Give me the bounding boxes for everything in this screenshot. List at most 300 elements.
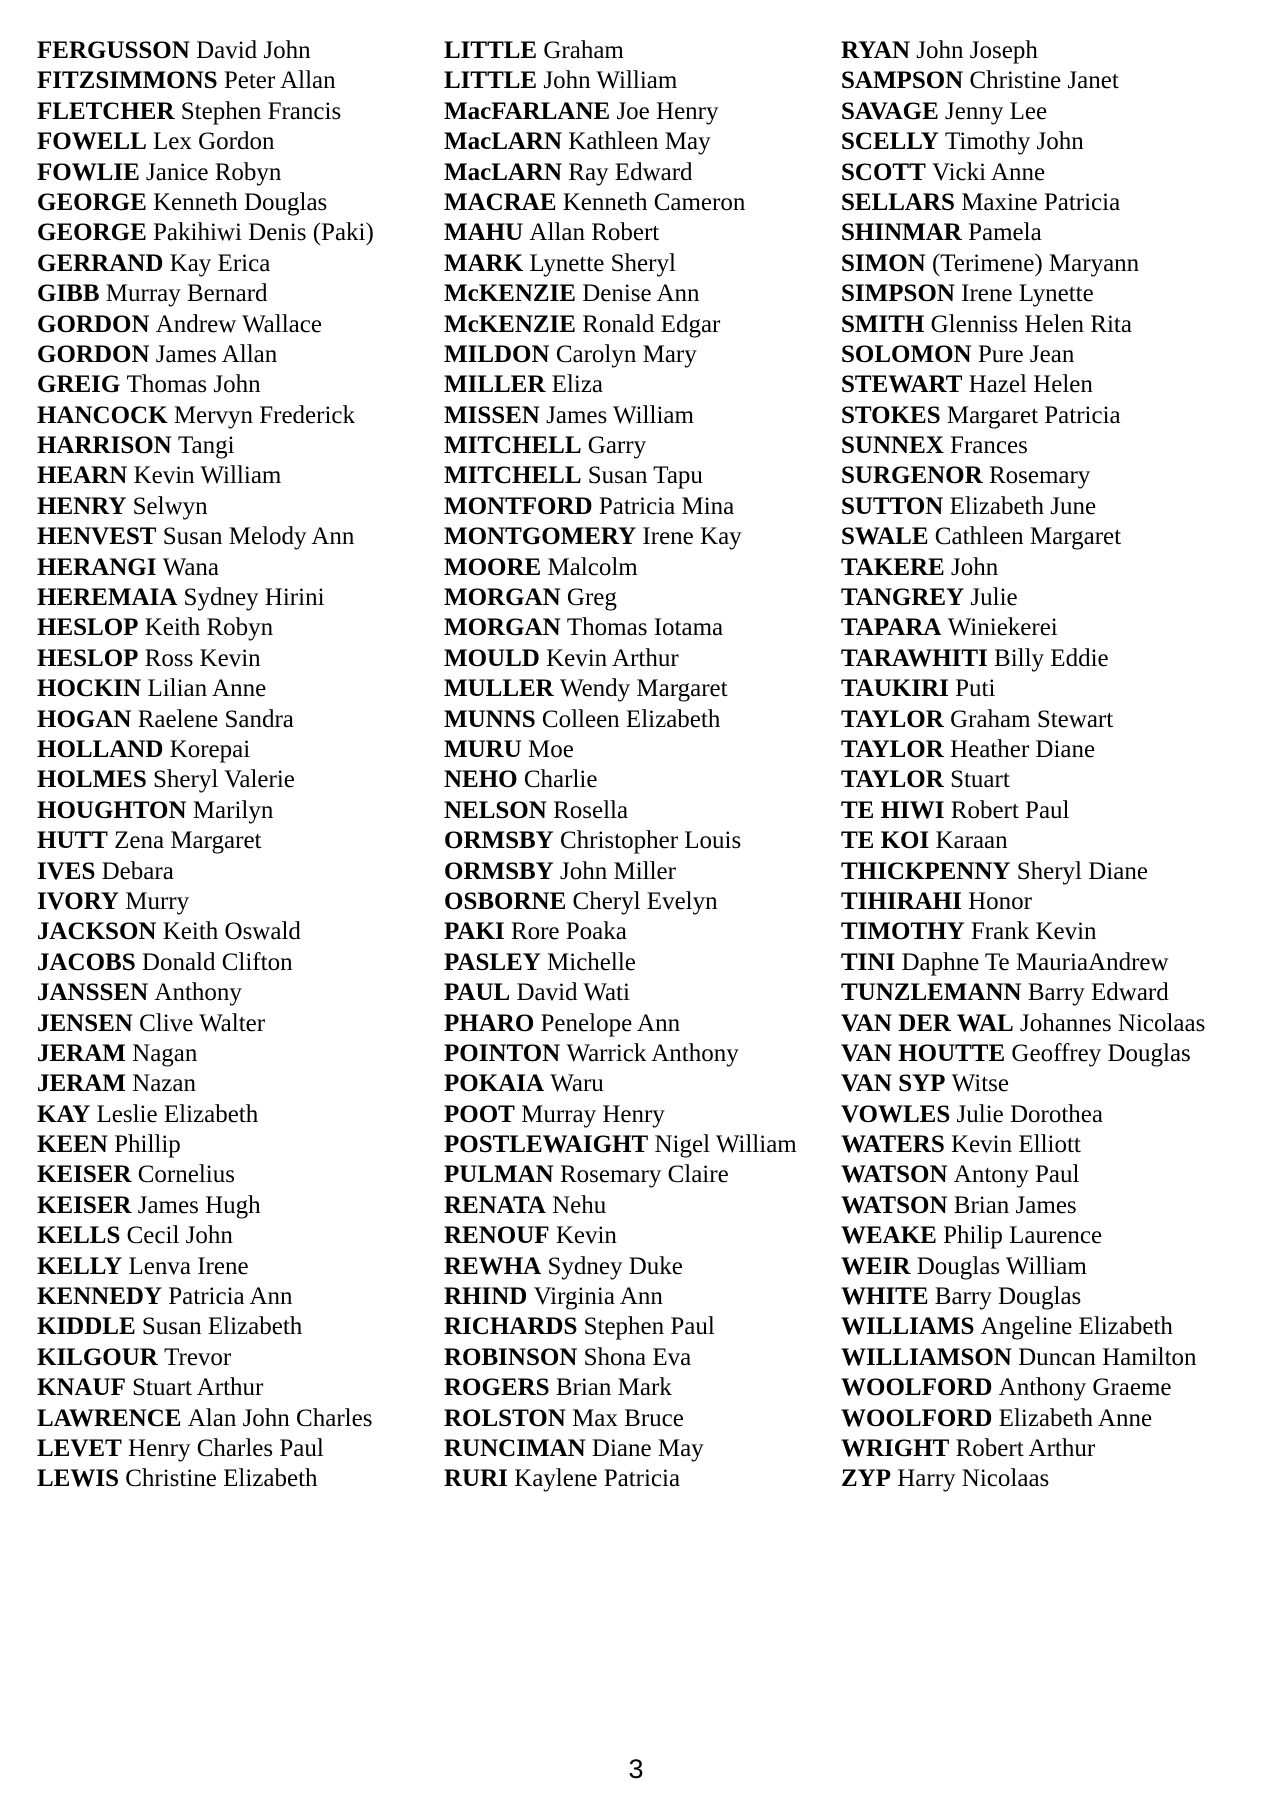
- surname: ROGERS: [444, 1374, 550, 1402]
- given-names: Charlie: [517, 766, 598, 794]
- given-names: Julie Dorothea: [950, 1100, 1103, 1128]
- name-entry: [37, 1069, 437, 1099]
- name-entry: [841, 36, 1266, 66]
- name-entry: [444, 218, 836, 248]
- given-names: Geoffrey Douglas: [1005, 1039, 1191, 1067]
- name-column-1: [37, 36, 437, 1495]
- surname: KILGOUR: [37, 1343, 158, 1371]
- surname: PASLEY: [444, 948, 541, 976]
- given-names: Virginia Ann: [527, 1283, 663, 1311]
- given-names: Anthony: [148, 979, 242, 1007]
- name-entry: [37, 340, 437, 370]
- name-entry: [444, 917, 836, 947]
- name-entry: [841, 917, 1266, 947]
- name-column-3: [841, 36, 1266, 1495]
- surname: KEISER: [37, 1161, 132, 1189]
- given-names: Rosemary: [982, 462, 1091, 490]
- name-entry: [841, 1373, 1266, 1403]
- name-entry: [37, 1130, 437, 1160]
- name-entry: [841, 492, 1266, 522]
- surname: HANCOCK: [37, 401, 168, 429]
- given-names: Alan John Charles: [181, 1404, 373, 1432]
- name-entry: [37, 310, 437, 340]
- given-names: Frank Kevin: [964, 918, 1097, 946]
- surname: VAN DER WAL: [841, 1009, 1014, 1037]
- surname: MOULD: [444, 644, 540, 672]
- name-entry: [841, 1130, 1266, 1160]
- surname: RENATA: [444, 1191, 546, 1219]
- given-names: Philip Laurence: [936, 1222, 1103, 1250]
- given-names: Irene Kay: [636, 523, 742, 551]
- given-names: Maxine Patricia: [954, 188, 1121, 216]
- name-entry: [444, 1191, 836, 1221]
- given-names: Keith Robyn: [138, 614, 274, 642]
- given-names: Shona Eva: [577, 1343, 692, 1371]
- given-names: Tangi: [171, 432, 235, 460]
- surname: MORGAN: [444, 584, 561, 612]
- surname: HESLOP: [37, 614, 139, 642]
- surname: LEWIS: [37, 1465, 119, 1493]
- surname: JERAM: [37, 1070, 126, 1098]
- surname: HOUGHTON: [37, 796, 187, 824]
- given-names: Daphne Te MauriaAndrew: [895, 948, 1169, 976]
- name-entry: [444, 1009, 836, 1039]
- surname: MARK: [444, 249, 524, 277]
- surname: MURU: [444, 735, 522, 763]
- surname: VOWLES: [841, 1100, 951, 1128]
- given-names: Murray Bernard: [99, 280, 268, 308]
- surname: KELLS: [37, 1222, 121, 1250]
- given-names: Allan Robert: [523, 219, 660, 247]
- name-entry: [841, 674, 1266, 704]
- name-entry: [37, 1312, 437, 1342]
- surname: ZYP: [841, 1465, 891, 1493]
- given-names: Ross Kevin: [138, 644, 261, 672]
- given-names: Heather Diane: [943, 735, 1096, 763]
- given-names: Colleen Elizabeth: [535, 705, 721, 733]
- surname: KIDDLE: [37, 1313, 136, 1341]
- given-names: Malcolm: [541, 553, 638, 581]
- given-names: John: [944, 553, 999, 581]
- name-entry: [37, 249, 437, 279]
- surname: PULMAN: [444, 1161, 554, 1189]
- given-names: Patricia Ann: [162, 1283, 293, 1311]
- surname: FOWLIE: [37, 158, 140, 186]
- surname: McKENZIE: [444, 280, 576, 308]
- given-names: Lynette Sheryl: [523, 249, 676, 277]
- name-entry: [444, 36, 836, 66]
- given-names: Thomas John: [120, 371, 261, 399]
- given-names: Rosemary Claire: [553, 1161, 729, 1189]
- surname: JACKSON: [37, 918, 157, 946]
- name-entry: [444, 644, 836, 674]
- name-entry: [37, 218, 437, 248]
- surname: SAMPSON: [841, 67, 964, 95]
- given-names: James Allan: [149, 340, 278, 368]
- surname: RHIND: [444, 1283, 528, 1311]
- name-entry: [444, 613, 836, 643]
- given-names: Susan Melody Ann: [156, 523, 355, 551]
- given-names: Sydney Duke: [541, 1252, 683, 1280]
- name-entry: [444, 553, 836, 583]
- surname: HENRY: [37, 492, 127, 520]
- name-entry: [841, 461, 1266, 491]
- surname: FITZSIMMONS: [37, 67, 218, 95]
- surname: TAPARA: [841, 614, 942, 642]
- name-entry: [37, 826, 437, 856]
- given-names: Sydney Hirini: [177, 584, 325, 612]
- surname: WOOLFORD: [841, 1404, 993, 1432]
- name-entry: [37, 127, 437, 157]
- given-names: Moe: [521, 735, 574, 763]
- given-names: Patricia Mina: [592, 492, 735, 520]
- given-names: Jenny Lee: [938, 97, 1048, 125]
- given-names: Susan Elizabeth: [135, 1313, 303, 1341]
- given-names: Phillip: [107, 1131, 181, 1159]
- name-entry: [444, 97, 836, 127]
- name-entry: [37, 1404, 437, 1434]
- given-names: Susan Tapu: [581, 462, 703, 490]
- given-names: Harry Nicolaas: [891, 1465, 1050, 1493]
- surname: SIMPSON: [841, 280, 955, 308]
- given-names: Lenva Irene: [122, 1252, 249, 1280]
- surname: JANSSEN: [37, 979, 149, 1007]
- name-entry: [37, 796, 437, 826]
- surname: WEIR: [841, 1252, 911, 1280]
- given-names: Cheryl Evelyn: [566, 887, 718, 915]
- given-names: Sheryl Diane: [1010, 857, 1148, 885]
- surname: McKENZIE: [444, 310, 576, 338]
- surname: STOKES: [841, 401, 941, 429]
- surname: ORMSBY: [444, 827, 554, 855]
- name-entry: [444, 1160, 836, 1190]
- given-names: Timothy John: [938, 128, 1084, 156]
- surname: KAY: [37, 1100, 91, 1128]
- name-entry: [444, 1373, 836, 1403]
- surname: GORDON: [37, 340, 150, 368]
- name-entry: [37, 66, 437, 96]
- name-entry: [841, 1464, 1266, 1494]
- given-names: Kaylene Patricia: [507, 1465, 681, 1493]
- surname: POSTLEWAIGHT: [444, 1131, 649, 1159]
- name-entry: [37, 583, 437, 613]
- given-names: Stephen Paul: [577, 1313, 715, 1341]
- name-entry: [841, 310, 1266, 340]
- given-names: Eliza: [545, 371, 604, 399]
- given-names: Greg: [560, 584, 617, 612]
- surname: HERANGI: [37, 553, 157, 581]
- given-names: Keith Oswald: [156, 918, 301, 946]
- given-names: Christopher Louis: [553, 827, 742, 855]
- surname: WHITE: [841, 1283, 929, 1311]
- given-names: Elizabeth June: [943, 492, 1097, 520]
- name-entry: [841, 127, 1266, 157]
- surname: MACRAE: [444, 188, 557, 216]
- name-entry: [444, 765, 836, 795]
- surname: SCOTT: [841, 158, 926, 186]
- name-entry: [841, 1069, 1266, 1099]
- name-entry: [841, 1282, 1266, 1312]
- surname: ROLSTON: [444, 1404, 566, 1432]
- surname: WILLIAMSON: [841, 1343, 1012, 1371]
- given-names: Billy Eddie: [987, 644, 1109, 672]
- name-entry: [37, 431, 437, 461]
- surname: TIHIRAHI: [841, 887, 962, 915]
- given-names: Cecil John: [120, 1222, 233, 1250]
- given-names: Pakihiwi Denis (Paki): [146, 219, 374, 247]
- given-names: Barry Edward: [1021, 979, 1169, 1007]
- given-names: Kenneth Cameron: [556, 188, 746, 216]
- surname: IVORY: [37, 887, 119, 915]
- given-names: Debara: [95, 857, 174, 885]
- given-names: Cornelius: [131, 1161, 235, 1189]
- surname: TAKERE: [841, 553, 945, 581]
- surname: HEARN: [37, 462, 128, 490]
- given-names: Brian Mark: [549, 1374, 672, 1402]
- surname: FERGUSSON: [37, 37, 190, 64]
- name-entry: [37, 857, 437, 887]
- surname: POOT: [444, 1100, 515, 1128]
- name-entry: [841, 279, 1266, 309]
- given-names: Ray Edward: [562, 158, 693, 186]
- name-entry: [444, 461, 836, 491]
- name-entry: [444, 948, 836, 978]
- name-entry: [37, 461, 437, 491]
- name-entry: [37, 613, 437, 643]
- surname: SUTTON: [841, 492, 944, 520]
- name-entry: [841, 553, 1266, 583]
- name-entry: [841, 613, 1266, 643]
- name-entry: [37, 917, 437, 947]
- surname: MacFARLANE: [444, 97, 611, 125]
- surname: TAUKIRI: [841, 675, 949, 703]
- given-names: Andrew Wallace: [149, 310, 322, 338]
- surname: TANGREY: [841, 584, 965, 612]
- surname: LITTLE: [444, 37, 538, 64]
- surname: TINI: [841, 948, 896, 976]
- name-entry: [841, 1252, 1266, 1282]
- given-names: Donald Clifton: [135, 948, 293, 976]
- name-entry: [841, 1191, 1266, 1221]
- name-entry: [444, 158, 836, 188]
- surname: MONTFORD: [444, 492, 593, 520]
- name-entry: [37, 765, 437, 795]
- given-names: Graham Stewart: [943, 705, 1114, 733]
- given-names: Stuart Arthur: [125, 1374, 264, 1402]
- given-names: Michelle: [540, 948, 636, 976]
- name-entry: [37, 644, 437, 674]
- given-names: Henry Charles Paul: [121, 1434, 324, 1462]
- surname: HOLLAND: [37, 735, 164, 763]
- surname: STEWART: [841, 371, 963, 399]
- name-entry: [444, 735, 836, 765]
- surname: HESLOP: [37, 644, 139, 672]
- surname: JENSEN: [37, 1009, 133, 1037]
- given-names: Pamela: [961, 219, 1042, 247]
- name-entry: [444, 826, 836, 856]
- name-entry: [37, 522, 437, 552]
- given-names: Ronald Edgar: [575, 310, 721, 338]
- name-entry: [37, 188, 437, 218]
- surname: POINTON: [444, 1039, 561, 1067]
- given-names: Thomas Iotama: [560, 614, 724, 642]
- surname: HEREMAIA: [37, 584, 178, 612]
- given-names: Hazel Helen: [962, 371, 1093, 399]
- given-names: Nagan: [125, 1039, 198, 1067]
- name-entry: [37, 370, 437, 400]
- given-names: Wana: [156, 553, 220, 581]
- name-entry: [841, 249, 1266, 279]
- given-names: Barry Douglas: [928, 1283, 1082, 1311]
- given-names: Warrick Anthony: [560, 1039, 739, 1067]
- name-entry: [841, 66, 1266, 96]
- given-names: Sheryl Valerie: [146, 766, 295, 794]
- name-entry: [444, 431, 836, 461]
- surname: SUNNEX: [841, 432, 944, 460]
- surname: SAVAGE: [841, 97, 939, 125]
- given-names: Marilyn: [186, 796, 274, 824]
- surname: SURGENOR: [841, 462, 983, 490]
- given-names: Elizabeth Anne: [992, 1404, 1153, 1432]
- given-names: Christine Janet: [963, 67, 1119, 95]
- surname: WATERS: [841, 1131, 945, 1159]
- name-entry: [841, 1100, 1266, 1130]
- name-entry: [37, 1373, 437, 1403]
- given-names: Robert Arthur: [949, 1434, 1096, 1462]
- given-names: Stephen Francis: [174, 97, 342, 125]
- name-entry: [444, 66, 836, 96]
- name-entry: [37, 887, 437, 917]
- name-entry: [444, 188, 836, 218]
- name-entry: [37, 1160, 437, 1190]
- surname: KELLY: [37, 1252, 123, 1280]
- name-entry: [841, 705, 1266, 735]
- given-names: Honor: [961, 887, 1033, 915]
- surname: PAKI: [444, 918, 505, 946]
- given-names: Nigel William: [648, 1131, 797, 1159]
- name-entry: [37, 735, 437, 765]
- surname: REWHA: [444, 1252, 542, 1280]
- name-entry: [841, 887, 1266, 917]
- given-names: Winiekerei: [941, 614, 1058, 642]
- surname: OSBORNE: [444, 887, 567, 915]
- surname: TAYLOR: [841, 735, 944, 763]
- surname: SELLARS: [841, 188, 955, 216]
- given-names: John Joseph: [910, 37, 1038, 64]
- surname: SOLOMON: [841, 340, 972, 368]
- given-names: Leslie Elizabeth: [90, 1100, 259, 1128]
- name-entry: [444, 1039, 836, 1069]
- given-names: Max Bruce: [565, 1404, 684, 1432]
- name-entry: [841, 158, 1266, 188]
- name-entry: [444, 1434, 836, 1464]
- surname: RYAN: [841, 37, 911, 64]
- surname: KEISER: [37, 1191, 132, 1219]
- name-entry: [37, 97, 437, 127]
- given-names: Peter Allan: [217, 67, 336, 95]
- given-names: Penelope Ann: [534, 1009, 681, 1037]
- name-entry: [444, 857, 836, 887]
- name-entry: [444, 370, 836, 400]
- name-entry: [444, 674, 836, 704]
- surname: RICHARDS: [444, 1313, 578, 1341]
- name-entry: [444, 1282, 836, 1312]
- surname: KEEN: [37, 1131, 108, 1159]
- surname: THICKPENNY: [841, 857, 1011, 885]
- surname: JACOBS: [37, 948, 136, 976]
- name-entry: [444, 1404, 836, 1434]
- name-entry: [444, 279, 836, 309]
- given-names: Duncan Hamilton: [1011, 1343, 1197, 1371]
- name-entry: [444, 492, 836, 522]
- given-names: Anthony Graeme: [992, 1374, 1172, 1402]
- name-entry: [841, 218, 1266, 248]
- given-names: James William: [539, 401, 694, 429]
- given-names: Robert Paul: [944, 796, 1070, 824]
- given-names: Lex Gordon: [146, 128, 275, 156]
- name-entry: [37, 978, 437, 1008]
- surname: MISSEN: [444, 401, 540, 429]
- name-entry: [37, 1434, 437, 1464]
- name-entry: [444, 1252, 836, 1282]
- given-names: Joe Henry: [610, 97, 719, 125]
- surname: HARRISON: [37, 432, 172, 460]
- given-names: Denise Ann: [575, 280, 700, 308]
- name-entry: [444, 249, 836, 279]
- given-names: David Wati: [510, 979, 630, 1007]
- surname: MILDON: [444, 340, 550, 368]
- surname: RENOUF: [444, 1222, 550, 1250]
- given-names: Kay Erica: [163, 249, 271, 277]
- name-entry: [444, 1130, 836, 1160]
- name-entry: [444, 1464, 836, 1494]
- surname: TE KOI: [841, 827, 930, 855]
- name-entry: [444, 978, 836, 1008]
- surname: RURI: [444, 1465, 508, 1493]
- surname: PHARO: [444, 1009, 535, 1037]
- name-entry: [841, 948, 1266, 978]
- given-names: Karaan: [929, 827, 1008, 855]
- given-names: Raelene Sandra: [131, 705, 294, 733]
- name-entry: [37, 1464, 437, 1494]
- name-entry: [444, 340, 836, 370]
- surname: MILLER: [444, 371, 546, 399]
- given-names: David John: [189, 37, 311, 64]
- name-entry: [444, 1100, 836, 1130]
- given-names: Murry: [118, 887, 190, 915]
- name-entry: [444, 583, 836, 613]
- given-names: Frances: [943, 432, 1028, 460]
- surname: WATSON: [841, 1191, 948, 1219]
- surname: MOORE: [444, 553, 542, 581]
- surname: NEHO: [444, 766, 518, 794]
- name-entry: [841, 1434, 1266, 1464]
- name-entry: [841, 796, 1266, 826]
- surname: TARAWHITI: [841, 644, 988, 672]
- given-names: Trevor: [157, 1343, 232, 1371]
- surname: VAN HOUTTE: [841, 1039, 1006, 1067]
- given-names: Kathleen May: [562, 128, 711, 156]
- name-entry: [444, 1343, 836, 1373]
- given-names: Korepai: [163, 735, 251, 763]
- surname: TAYLOR: [841, 766, 944, 794]
- given-names: Garry: [581, 432, 647, 460]
- surname: GEORGE: [37, 219, 147, 247]
- given-names: Glenniss Helen Rita: [924, 310, 1132, 338]
- surname: FLETCHER: [37, 97, 175, 125]
- given-names: Pure Jean: [971, 340, 1075, 368]
- given-names: Janice Robyn: [139, 158, 282, 186]
